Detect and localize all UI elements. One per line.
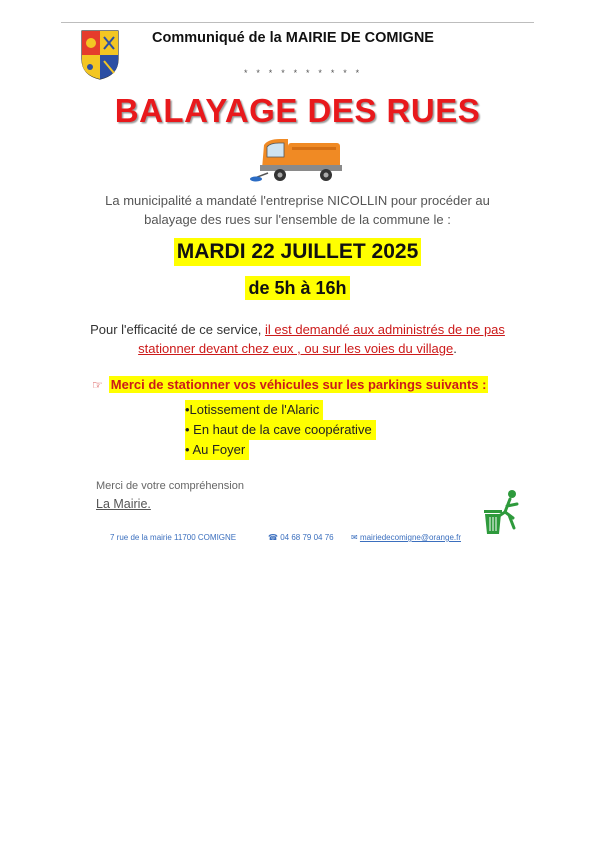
parking-item: • En haut de la cave coopérative xyxy=(185,420,376,440)
intro-line-1: La municipalité a mandaté l'entreprise NICOLLIN pour procéder au xyxy=(105,193,490,208)
intro-line-2: balayage des rues sur l'ensemble de la commune le : xyxy=(144,212,451,227)
parking-list xyxy=(185,400,395,460)
request-period: . xyxy=(453,341,457,356)
parking-item: •Lotissement de l'Alaric xyxy=(185,400,323,420)
envelope-icon: ✉ xyxy=(351,533,358,542)
thanks-text: Merci de votre compréhension xyxy=(96,480,244,492)
header-title: Communiqué de la MAIRIE DE COMIGNE xyxy=(152,30,434,46)
email-link[interactable]: mairiedecomigne@orange.fr xyxy=(359,533,461,542)
notice-title: BALAYAGE DES RUES xyxy=(114,92,481,129)
sweeping-hours: de 5h à 16h xyxy=(245,276,349,300)
request-warning: il est demandé aux administrés de ne pas stationner devant chez eux , ou sur les voies du village xyxy=(138,322,505,356)
top-rule xyxy=(61,22,534,23)
parking-item: • Au Foyer xyxy=(185,440,249,460)
pointing-hand-icon: ☞ xyxy=(92,378,103,392)
recycle-bin-icon xyxy=(479,488,523,538)
hours-block xyxy=(0,276,595,300)
intro-text xyxy=(60,191,535,229)
footer-email[interactable] xyxy=(351,533,461,542)
parking-note xyxy=(92,376,488,394)
sweeping-date: MARDI 22 JUILLET 2025 xyxy=(174,238,422,266)
footer-address: 7 rue de la mairie 11700 COMIGNE xyxy=(110,533,237,542)
date-block xyxy=(0,238,595,266)
phone-icon: ☎ xyxy=(268,533,278,542)
street-sweeper-icon xyxy=(250,135,346,185)
coat-of-arms-icon xyxy=(80,29,120,81)
parking-note-text: Merci de stationner vos véhicules sur les parkings suivants : xyxy=(110,377,487,392)
footer-phone xyxy=(268,533,334,542)
parking-request xyxy=(80,320,515,358)
phone-number: 04 68 79 04 76 xyxy=(280,533,334,542)
header-separator: * * * * * * * * * * xyxy=(244,68,363,78)
request-text: Pour l'efficacité de ce service, xyxy=(90,322,265,337)
signature: La Mairie. xyxy=(96,497,151,511)
